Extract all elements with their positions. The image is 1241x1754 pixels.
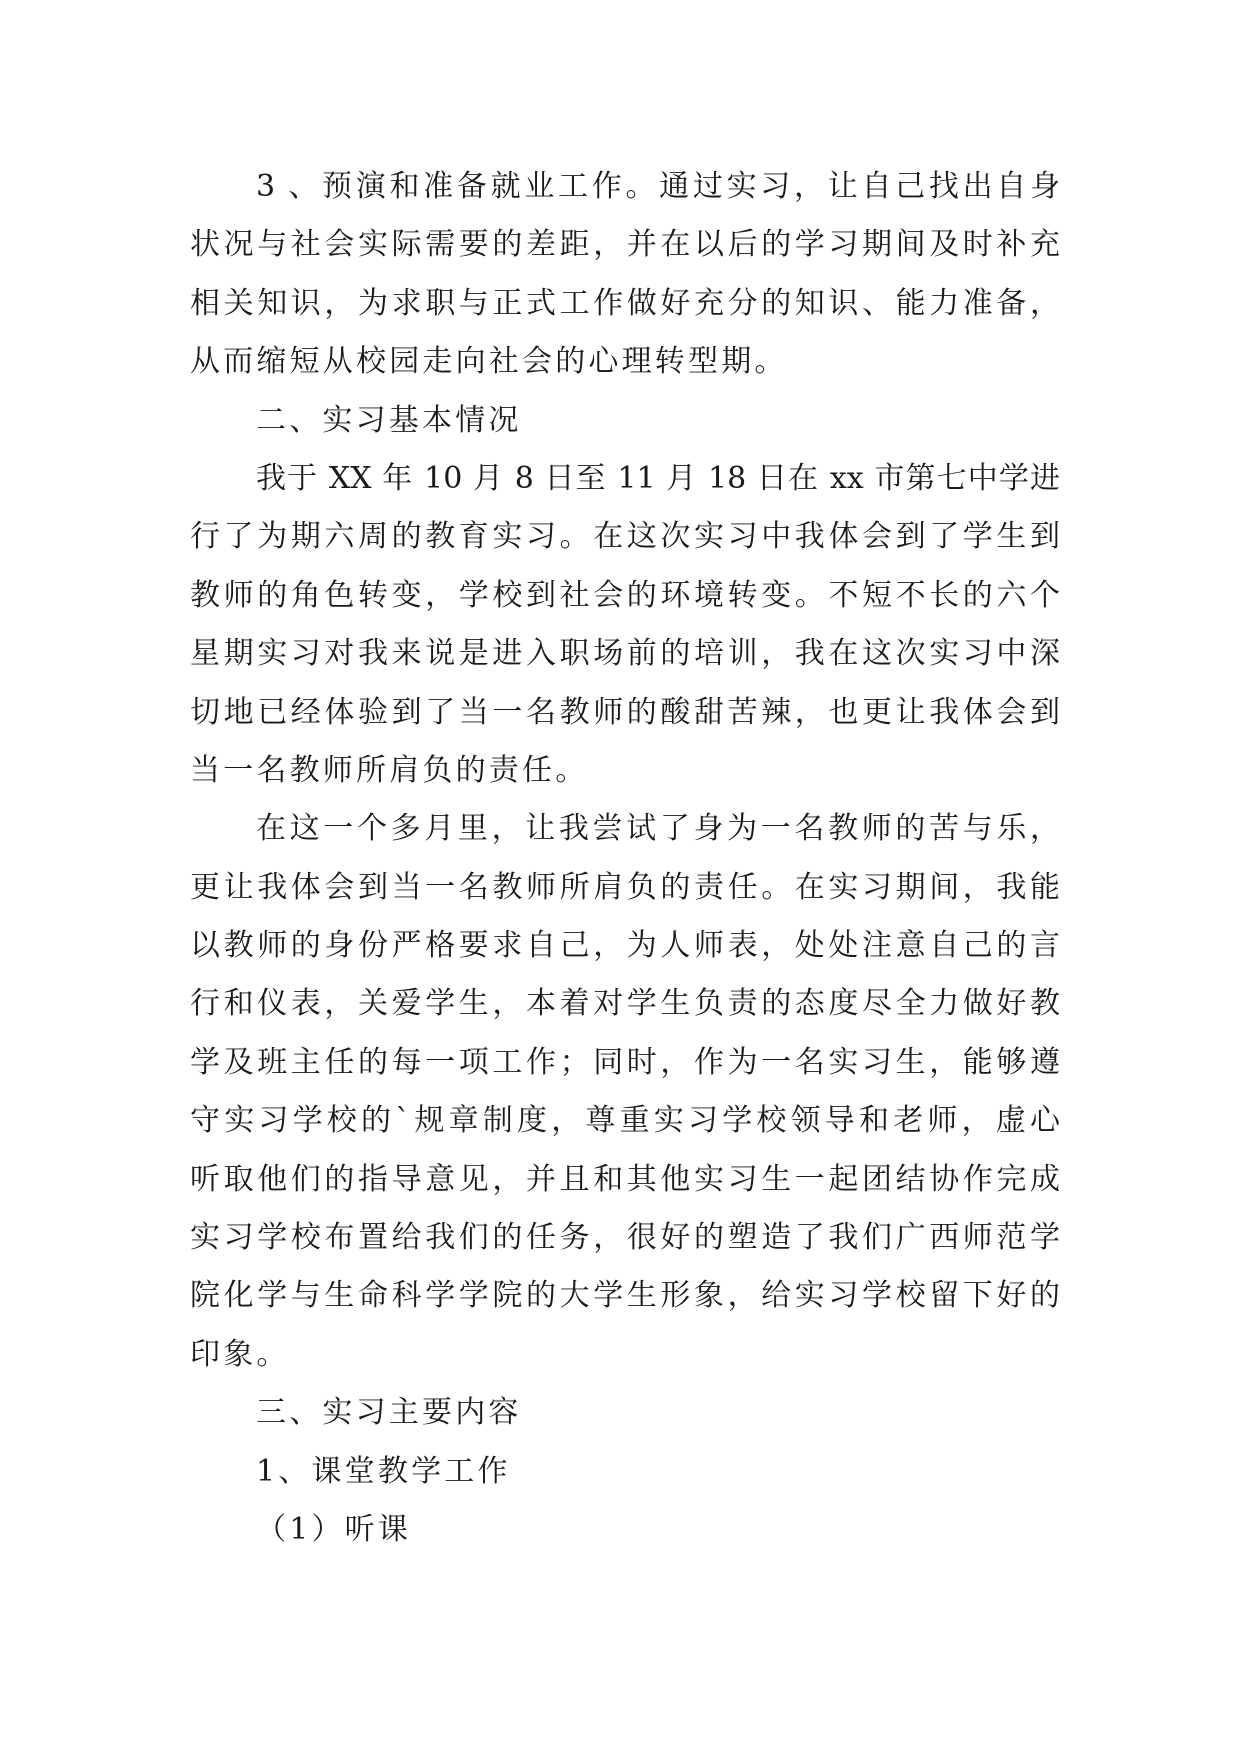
text-line-15: 行和仪表，关爱学生，本着对学生负责的态度尽全力做好教	[190, 986, 1060, 1022]
subsection-heading-classroom-teaching: 1、课堂教学工作	[256, 1453, 511, 1489]
text-line-6: 我于 XX 年 10 月 8 日至 11 月 18 日在 xx 市第七中学进	[256, 460, 1060, 496]
section-heading-basic-info: 二、实习基本情况	[256, 402, 522, 438]
section-heading-main-content: 三、实习主要内容	[256, 1395, 522, 1431]
text-line-9: 星期实习对我来说是进入职场前的培训，我在这次实习中深	[190, 636, 1060, 672]
text-line-14: 以教师的身份严格要求自己，为人师表，处处注意自己的言	[190, 928, 1060, 964]
text-line-2: 状况与社会实际需要的差距，并在以后的学习期间及时补充	[190, 227, 1060, 263]
text-line-19: 实习学校布置给我们的任务，很好的塑造了我们广西师范学	[190, 1220, 1060, 1256]
text-line-3: 相关知识，为求职与正式工作做好充分的知识、能力准备，	[190, 285, 1060, 321]
document-body	[190, 158, 1060, 1559]
text-line-1: 3 、预演和准备就业工作。通过实习，让自己找出自身	[256, 169, 1060, 204]
text-line-8: 教师的角色转变，学校到社会的环境转变。不短不长的六个	[190, 577, 1060, 613]
text-line-21: 印象。	[190, 1336, 290, 1372]
text-line-11: 当一名教师所肩负的责任。	[190, 752, 589, 788]
text-line-16: 学及班主任的每一项工作；同时，作为一名实习生，能够遵	[190, 1044, 1060, 1080]
text-line-10: 切地已经体验到了当一名教师的酸甜苦辣，也更让我体会到	[190, 694, 1060, 730]
text-line-13: 更让我体会到当一名教师所肩负的责任。在实习期间，我能	[190, 869, 1060, 905]
text-line-12: 在这一个多月里，让我尝试了身为一名教师的苦与乐，	[256, 811, 1060, 847]
text-line-18: 听取他们的指导意见，并且和其他实习生一起团结协作完成	[190, 1161, 1060, 1197]
text-line-20: 院化学与生命科学学院的大学生形象，给实习学校留下好的	[190, 1278, 1060, 1314]
subsection-heading-lesson-observation: （1）听课	[256, 1511, 412, 1547]
text-line-4: 从而缩短从校园走向社会的心理转型期。	[190, 344, 788, 380]
text-line-17: 守实习学校的`规章制度，尊重实习学校领导和老师，虚心	[190, 1103, 1060, 1139]
text-line-7: 行了为期六周的教育实习。在这次实习中我体会到了学生到	[190, 519, 1060, 555]
